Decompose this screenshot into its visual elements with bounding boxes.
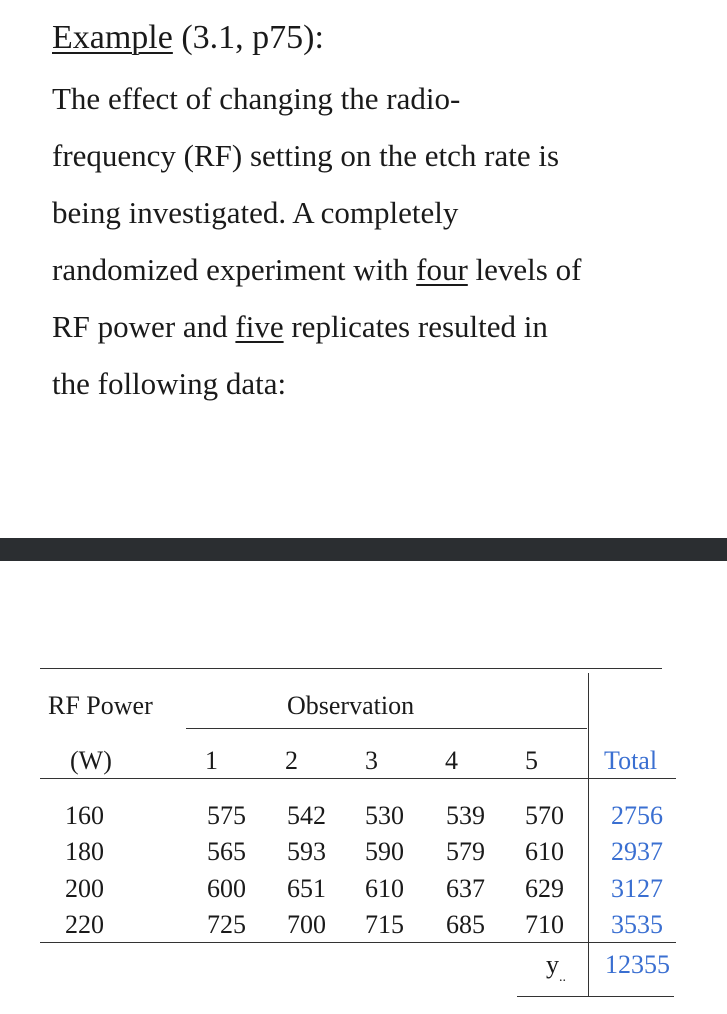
observation-value: 700 (287, 910, 326, 939)
observation-underline (186, 728, 587, 729)
obs-number: 3 (365, 746, 378, 775)
description-line: The effect of changing the radio- (52, 81, 461, 116)
data-bottom-rule (40, 942, 676, 943)
row-total: 3127 (611, 874, 663, 903)
unit-header: (W) (70, 746, 112, 775)
observation-value: 570 (525, 801, 564, 830)
observation-value: 593 (287, 837, 326, 866)
rf-power-value: 220 (65, 910, 104, 939)
observation-value: 725 (207, 910, 246, 939)
observation-value: 715 (365, 910, 404, 939)
observation-value: 629 (525, 874, 564, 903)
observation-value: 590 (365, 837, 404, 866)
table-top-rule (40, 668, 662, 669)
obs-number: 5 (525, 746, 538, 775)
obs-number: 2 (285, 746, 298, 775)
observation-value: 539 (446, 801, 485, 830)
total-header: Total (604, 746, 658, 775)
grand-total-letter: y (546, 950, 559, 979)
observation-value: 542 (287, 801, 326, 830)
obs-number: 4 (445, 746, 458, 775)
observation-value: 600 (207, 874, 246, 903)
text-fragment: randomized experiment with (52, 252, 417, 287)
replicates-count: five (235, 309, 284, 344)
rf-power-value: 180 (65, 837, 104, 866)
obs-number: 1 (205, 746, 218, 775)
rf-power-value: 160 (65, 801, 104, 830)
rf-power-value: 200 (65, 874, 104, 903)
observation-value: 579 (446, 837, 485, 866)
text-fragment: levels of (467, 252, 582, 287)
row-total: 2756 (611, 801, 663, 830)
description-line: the following data: (52, 366, 287, 401)
observation-value: 610 (365, 874, 404, 903)
rf-power-header: RF Power (48, 691, 153, 720)
grand-total-symbol (546, 950, 566, 991)
description-line: frequency (RF) setting on the etch rate is (52, 138, 560, 173)
text-fragment: RF power and (52, 309, 236, 344)
example-reference: (3.1, p75): (172, 19, 324, 56)
example-title: Example (52, 19, 173, 56)
grand-total-value: 12355 (605, 950, 670, 979)
observation-value: 565 (207, 837, 246, 866)
observation-value: 685 (446, 910, 485, 939)
observation-value: 710 (525, 910, 564, 939)
row-total: 3535 (611, 910, 663, 939)
observation-value: 575 (207, 801, 246, 830)
observation-header: Observation (287, 691, 415, 720)
description-line: being investigated. A completely (52, 195, 459, 230)
row-total: 2937 (611, 837, 663, 866)
observation-value: 530 (365, 801, 404, 830)
grand-total-subscript: .. (559, 970, 566, 986)
text-fragment: replicates resulted in (283, 309, 548, 344)
observation-value: 651 (287, 874, 326, 903)
observation-value: 610 (525, 837, 564, 866)
table-end-rule (517, 996, 674, 997)
observation-value: 637 (446, 874, 485, 903)
levels-count: four (416, 252, 468, 287)
total-column-divider (588, 673, 589, 997)
header-bottom-rule (40, 778, 676, 779)
